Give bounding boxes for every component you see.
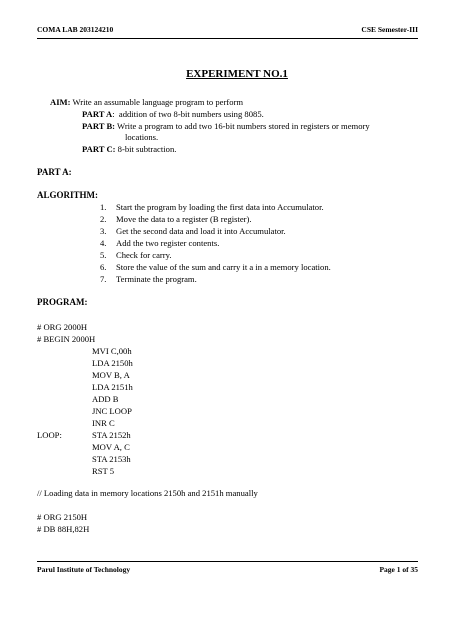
part-b-continuation: locations. (125, 132, 159, 142)
page-number: Page 1 of 35 (379, 565, 418, 574)
step-text: Move the data to a register (B register). (116, 214, 252, 224)
list-item (100, 202, 106, 213)
footer-institute: Parul Institute of Technology (37, 565, 131, 574)
code-line: LDA 2150h (92, 358, 133, 368)
directive-org-data: # ORG 2150H (37, 512, 88, 522)
code-line: LDA 2151h (92, 382, 133, 392)
footer-rule (37, 561, 418, 562)
page-title: EXPERIMENT NO.1 (186, 68, 288, 80)
aim-part-a (82, 109, 264, 120)
header-rule (37, 38, 418, 39)
step-number: 1. (100, 202, 107, 212)
directive-begin: # BEGIN 2000H (37, 334, 96, 344)
program-heading: PROGRAM: (37, 297, 88, 307)
code-line: INR C (92, 418, 115, 428)
header-semester: CSE Semester-III (361, 25, 418, 34)
aim-part-c (82, 144, 176, 155)
directive-org: # ORG 2000H (37, 322, 88, 332)
aim-part-b (82, 121, 370, 132)
part-b-label: PART B: (82, 121, 116, 131)
list-item (100, 274, 106, 285)
list-item (100, 262, 106, 273)
aim-text: Write an assumable language program to perform (72, 97, 244, 107)
algorithm-heading: ALGORITHM: (37, 190, 99, 200)
code-label: LOOP: (37, 430, 62, 440)
code-line: MOV B, A (92, 370, 130, 380)
step-number: 2. (100, 214, 107, 224)
step-text: Check for carry. (116, 250, 172, 260)
part-a-heading: PART A: (37, 167, 72, 177)
step-number: 3. (100, 226, 107, 236)
code-line: STA 2153h (92, 454, 131, 464)
code-line: MVI C,00h (92, 346, 132, 356)
directive-db: # DB 88H,82H (37, 524, 90, 534)
part-c-text: 8-bit subtraction. (117, 144, 177, 154)
step-number: 4. (100, 238, 107, 248)
part-a-label: PART A (82, 109, 113, 119)
code-line: RST 5 (92, 466, 115, 476)
part-a-text: addition of two 8-bit numbers using 8085. (118, 109, 264, 119)
step-text: Add the two register contents. (116, 238, 220, 248)
code-line: ADD B (92, 394, 119, 404)
part-b-text: Write a program to add two 16-bit numbers stored in registers or memory (117, 121, 370, 131)
header-course: COMA LAB 203124210 (37, 25, 114, 34)
step-number: 5. (100, 250, 107, 260)
step-text: Store the value of the sum and carry it a in a memory location. (116, 262, 331, 272)
code-line: MOV A, C (92, 442, 130, 452)
step-number: 7. (100, 274, 107, 284)
step-number: 6. (100, 262, 107, 272)
part-c-label: PART C: (82, 144, 116, 154)
list-item (100, 250, 106, 261)
code-line: STA 2152h (92, 430, 131, 440)
aim-line (50, 97, 243, 108)
part-a-sep: : (112, 109, 115, 119)
list-item (100, 214, 106, 225)
step-text: Get the second data and load it into Accumulator. (116, 226, 286, 236)
step-text: Terminate the program. (116, 274, 197, 284)
list-item (100, 226, 106, 237)
code-comment: // Loading data in memory locations 2150h and 2151h manually (37, 488, 258, 498)
code-line: JNC LOOP (92, 406, 132, 416)
aim-label: AIM: (50, 97, 71, 107)
step-text: Start the program by loading the first data into Accumulator. (116, 202, 324, 212)
list-item (100, 238, 106, 249)
